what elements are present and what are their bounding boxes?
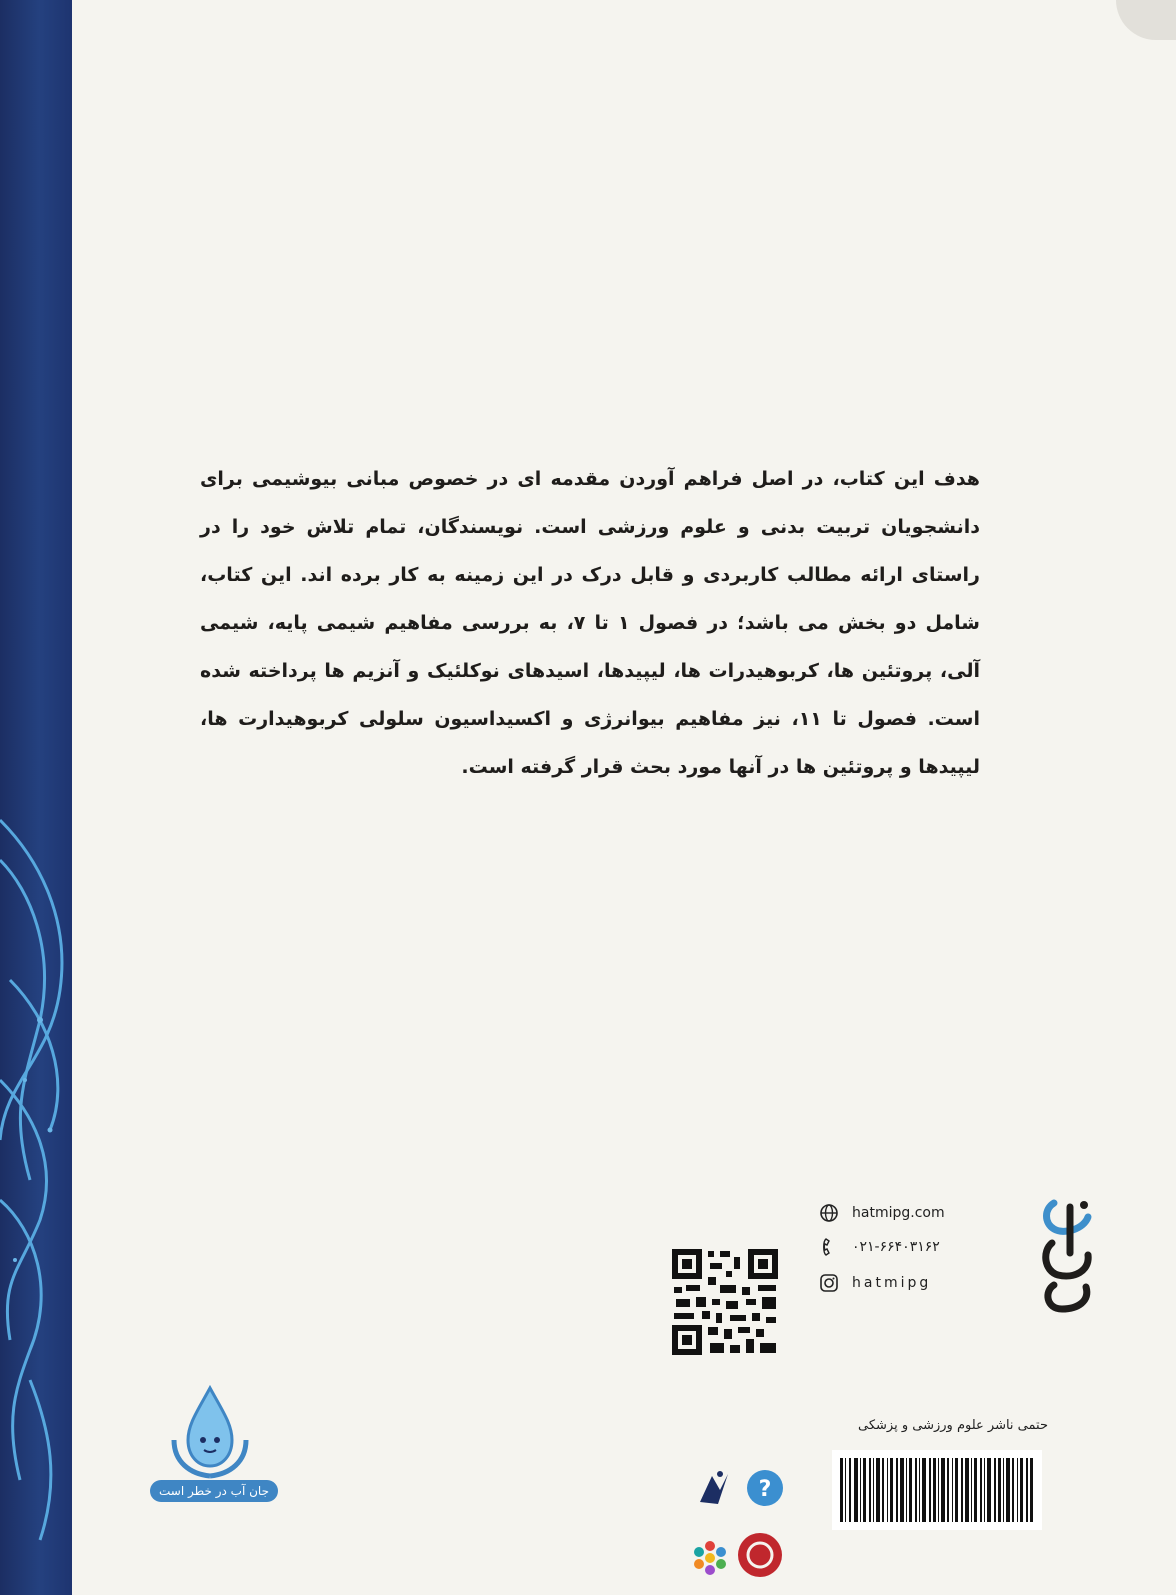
globe-icon (818, 1202, 840, 1224)
book-spine (0, 0, 72, 1595)
phone-icon (818, 1236, 840, 1258)
instagram-row (818, 1270, 931, 1296)
qr-code (670, 1247, 780, 1357)
website-text: hatmipg.com (852, 1205, 945, 1221)
phone-text: ۰۲۱-۶۶۴۰۳۱۶۲ (852, 1239, 940, 1255)
barcode (832, 1450, 1042, 1530)
spine-wave-decoration (0, 780, 72, 1595)
publisher-tagline: حتمی ناشر علوم ورزشی و پزشکی (858, 1418, 1048, 1433)
phone-row (818, 1234, 940, 1260)
book-description: هدف این کتاب، در اصل فراهم آوردن مقدمه ای در خصوص مبانی بیوشیمی برای دانشجویان تربیت بدنی و علوم ورزشی است. نویسندگان، تمام تلاش خود را در راستای ارائه مطالب کاربردی و قابل درک در این زمینه به کار برده اند. این کتاب، شامل دو بخش می باشد؛ در فصول ۱ تا ۷، به بررسی مفاهیم شیمی پایه، شیمی آلی، پروتئین ها، کربوهیدرات ها، لیپیدها، اسیدهای نوکلئیک و آنزیم ها پرداخته شده است. فصول تا ۱۱، نیز مفاهیم بیوانرژی و اکسیداسیون سلولی کربوهیدارت ها، لیپیدها و پروتئین ها در آنها مورد بحث قرار گرفته است. (200, 468, 980, 778)
partner-badges (690, 1470, 800, 1590)
campaign-label: جان آب در خطر است (150, 1480, 278, 1502)
badge-red-circle (738, 1533, 782, 1577)
badge-flower (694, 1541, 726, 1575)
back-cover (72, 0, 1176, 1595)
publisher-logo (1040, 1193, 1102, 1313)
instagram-icon (818, 1272, 840, 1294)
badge-blue-question (747, 1470, 783, 1506)
badge-runner (700, 1471, 728, 1504)
website-row (818, 1200, 945, 1226)
water-drop-icon (160, 1380, 260, 1480)
instagram-text: hatmipg (852, 1275, 932, 1291)
svg-text:?: ? (758, 1477, 772, 1502)
page-corner (1116, 0, 1176, 40)
